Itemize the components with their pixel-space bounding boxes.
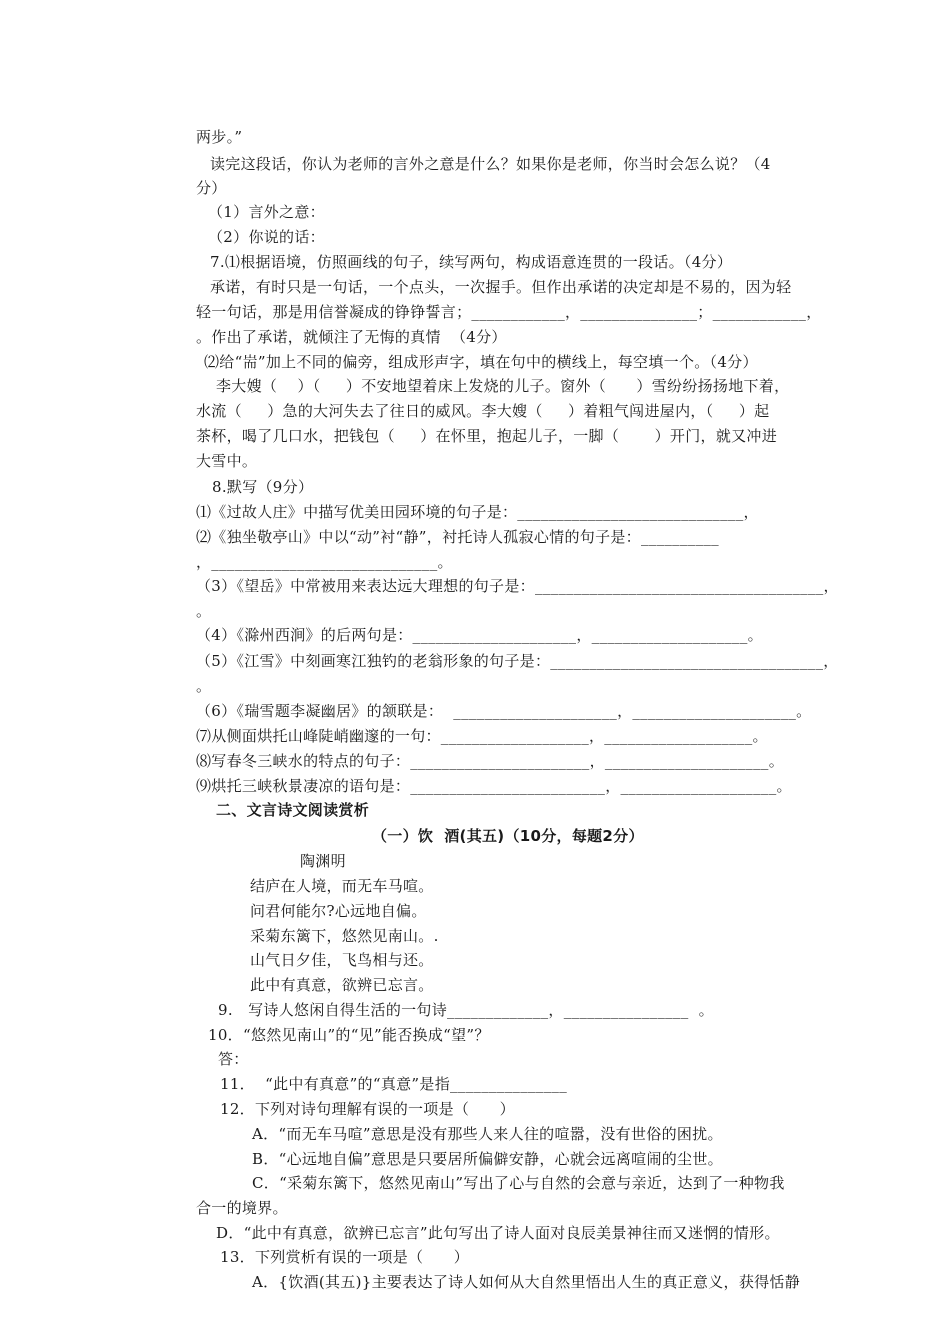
text-line: （4）《滁州西涧》的后两句是：_____________________，____________________。 [196,626,763,644]
text-line: 分） [196,179,227,197]
text-line: 两步。” [196,128,243,146]
text-line: （6）《瑞雪题李凝幽居》的颔联是： _____________________，_____________________。 [196,702,812,720]
text-line: （5）《江雪》中刻画寒江独钓的老翁形象的句子是：___________________________________， [196,652,839,670]
text-line: 水流（ ）急的大河失去了往日的威风。李大嫂（ ）着粗气闯进屋内，（ ）起 [196,402,770,420]
text-line: 轻一句话，那是用信誉凝成的铮铮誓言；____________，_______________；____________， [196,303,822,321]
question-line: 12．下列对诗句理解有误的一项是（ ） [220,1100,515,1118]
question-line: 9. 写诗人悠闲自得生活的一句诗_____________，________________ 。 [218,1001,714,1019]
option-line: B．“心远地自偏”意思是只要居所偏僻安静，心就会远离喧闹的尘世。 [252,1150,723,1168]
question-line: 11． “此中有真意”的“真意”是指_______________ [220,1075,567,1093]
poem-line: 采菊东篱下，悠然见南山。. [250,927,439,945]
text-line: 承诺，有时只是一句话，一个点头，一次握手。但作出承诺的决定却是不易的，因为轻 [210,278,792,296]
answer-label: 答： [218,1050,249,1068]
text-line: （3）《望岳》中常被用来表达远大理想的句子是：_____________________________________， [196,577,839,595]
text-line: 。 [196,677,212,695]
text-line: 李大嫂（ ）（ ）不安地望着床上发烧的儿子。窗外（ ）雪纷纷扬扬地下着， [216,377,790,395]
text-line: ⑼烘托三峡秋景凄凉的语句是：_________________________，____________________。 [196,777,792,795]
text-line: （1）言外之意： [208,203,325,221]
text-line: ⑻写春冬三峡水的特点的句子：_______________________，_____________________。 [196,752,785,770]
text-line: 茶杯，喝了几口水，把钱包（ ）在怀里，抱起儿子，一脚（ ）开门，就又冲进 [196,427,778,445]
option-line: D．“此中有真意，欲辨已忘言”此句写出了诗人面对良辰美景神往而又迷惘的情形。 [216,1224,780,1242]
text-line: 。作出了承诺，就倾注了无悔的真情 （4分） [196,328,507,346]
text-line: （2）你说的话： [208,228,325,246]
text-line: 读完这段话，你认为老师的言外之意是什么？如果你是老师，你当时会怎么说？（4 [210,155,771,173]
text-line: 7.⑴根据语境，仿照画线的句子，续写两句，构成语意连贯的一段话。（4分） [210,253,733,271]
option-line: 合一的境界。 [196,1199,288,1217]
question-line: 13．下列赏析有误的一项是（ ） [220,1248,469,1266]
poem-line: 问君何能尔?心远地自偏。 [250,902,427,920]
text-line: 大雪中。 [196,452,258,470]
question-line: 10．“悠然见南山”的“见”能否换成“望”？ [208,1026,490,1044]
text-line: 。 [196,602,212,620]
poem-author: 陶渊明 [300,852,346,870]
text-line: ⑴《过故人庄》中描写优美田园环境的句子是：_____________________________， [196,503,759,521]
text-line: ，_____________________________。 [196,553,453,571]
poem-heading: （一）饮 酒(其五)（10分，每题2分） [372,827,644,845]
option-line: A．“而无车马喧”意思是没有那些人来人往的喧嚣，没有世俗的困扰。 [252,1125,723,1143]
option-line: A．{饮酒(其五)}主要表达了诗人如何从大自然里悟出人生的真正意义，获得恬静 [252,1273,801,1291]
text-line: ⑺从侧面烘托山峰陡峭幽邃的一句：___________________，___________________。 [196,727,768,745]
text-line: ⑵《独坐敬亭山》中以“动”衬“静”，衬托诗人孤寂心情的句子是：__________ [196,528,719,546]
poem-line: 此中有真意，欲辨已忘言。 [250,976,434,994]
text-line: ⑵给“耑”加上不同的偏旁，组成形声字，填在句中的横线上，每空填一个。（4分） [204,353,758,371]
section-heading: 二、文言诗文阅读赏析 [216,801,370,819]
poem-line: 结庐在人境，而无车马喧。 [250,877,434,895]
option-line: C．“采菊东篱下，悠然见南山”写出了心与自然的会意与亲近，达到了一种物我 [252,1174,785,1192]
text-line: 8.默写（9分） [212,478,314,496]
poem-line: 山气日夕佳，飞鸟相与还。 [250,951,434,969]
